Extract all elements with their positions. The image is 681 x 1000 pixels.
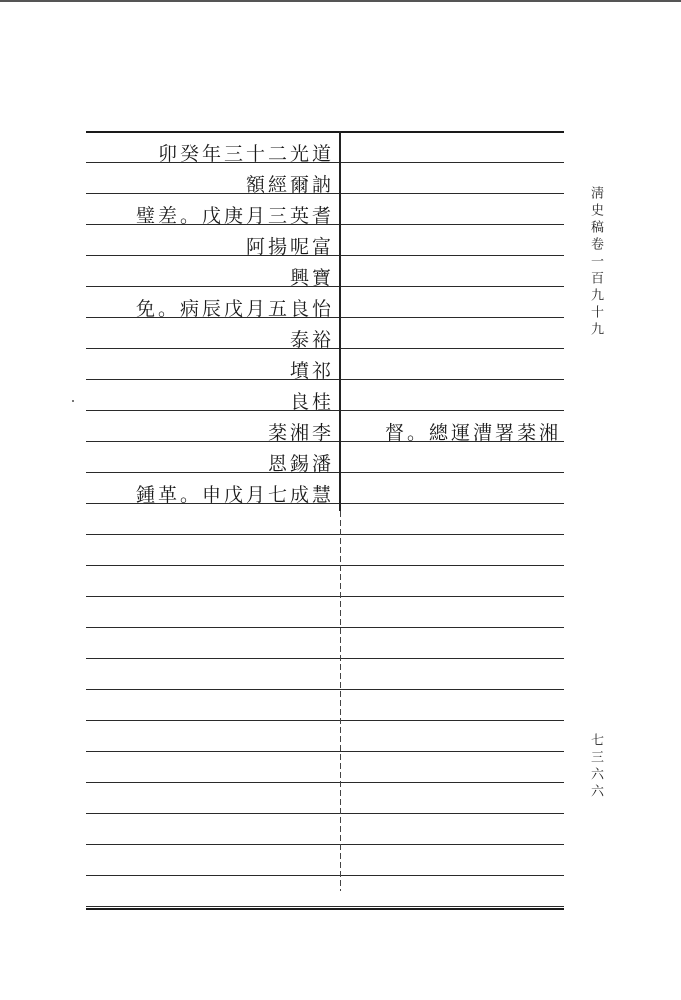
table-rule <box>86 565 564 566</box>
row-right-cell <box>345 478 561 509</box>
table-rule <box>86 689 564 690</box>
row-left-cell: 璧差。戊庚月三英耆 <box>135 205 334 227</box>
row-right-cell <box>345 199 561 230</box>
top-border <box>0 0 681 2</box>
row-left-cell: 棻湘李 <box>267 422 334 444</box>
row-left-cell: 良桂 <box>289 391 334 413</box>
speck <box>72 400 74 402</box>
running-header: 淸史稿卷一百九十九 <box>588 186 603 339</box>
row-right-cell <box>345 292 561 323</box>
row-right-cell <box>345 168 561 199</box>
row-left-cell: 鍾革。申戊月七成慧 <box>135 484 334 506</box>
table-rule <box>86 906 564 907</box>
row-right-cell: 督。總運漕署棻湘 <box>384 422 561 444</box>
row-left-cell: 卯癸年三十二光道 <box>157 143 334 165</box>
row-right-cell <box>345 137 561 168</box>
row-left-cell: 恩錫潘 <box>267 453 334 475</box>
row-right-cell <box>345 261 561 292</box>
table-rule <box>86 658 564 659</box>
table-bottom-rule <box>86 908 564 910</box>
table-rule <box>86 131 564 133</box>
table-rule <box>86 782 564 783</box>
row-right-cell <box>345 230 561 261</box>
table-rule <box>86 534 564 535</box>
table-rule <box>86 875 564 876</box>
row-right-cell <box>345 354 561 385</box>
table-rule <box>86 751 564 752</box>
row-left-cell: 額經爾訥 <box>245 174 334 196</box>
row-left-cell: 泰裕 <box>289 329 334 351</box>
column-divider <box>339 131 341 511</box>
row-left-cell: 免。病辰戊月五良怡 <box>135 298 334 320</box>
row-left-cell: 興寶 <box>289 267 334 289</box>
table-rule <box>86 813 564 814</box>
table-rule <box>86 720 564 721</box>
table-rule <box>86 596 564 597</box>
page-number: 七三六六 <box>588 733 603 801</box>
column-divider-lower <box>340 511 341 891</box>
row-left-cell: 阿揚呢富 <box>245 236 334 258</box>
row-left-cell: 墳祁 <box>289 360 334 382</box>
row-right-cell <box>345 323 561 354</box>
table-rule <box>86 627 564 628</box>
row-right-cell <box>345 447 561 478</box>
table-rule <box>86 844 564 845</box>
row-right-cell <box>345 385 561 416</box>
